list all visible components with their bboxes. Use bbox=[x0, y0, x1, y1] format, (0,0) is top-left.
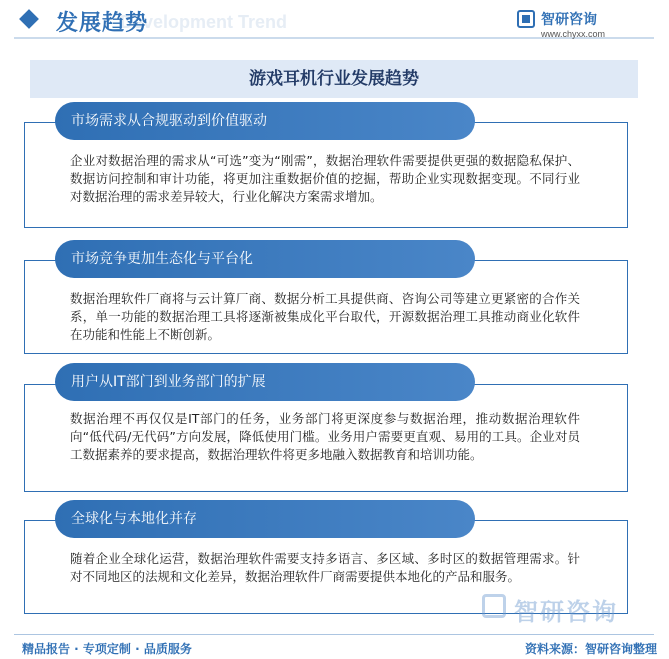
trend-card-1-text: 企业对数据治理的需求从“可选”变为“刚需”，数据治理软件需要提供更强的数据隐私保护、数据访问控制和审计功能，将更加注重数据价值的挖掘，帮助企业实现数据变现。不同行业对数据治理的需求差异较大，行业化解决方案需求增加。 bbox=[70, 153, 580, 204]
footer-slogan: 精品报告 · 专项定制 · 品质服务 bbox=[22, 642, 192, 656]
watermark-brand bbox=[482, 592, 662, 626]
footer bbox=[0, 634, 669, 659]
brand bbox=[517, 8, 647, 44]
watermark-logo-icon bbox=[482, 594, 506, 618]
trend-card-3-heading: 用户从IT部门到业务部门的扩展 bbox=[55, 363, 475, 401]
watermark-brand-name: 智研咨询 bbox=[514, 598, 618, 626]
section-title: 发展趋势 bbox=[56, 11, 149, 36]
brand-name: 智研咨询 bbox=[541, 12, 597, 28]
trend-card-2-heading: 市场竞争更加生态化与平台化 bbox=[55, 240, 475, 278]
brand-logo-icon bbox=[517, 10, 535, 28]
trend-card-1-heading: 市场需求从合规驱动到价值驱动 bbox=[55, 102, 475, 140]
section-subtitle: Development Trend bbox=[120, 12, 288, 32]
main-title: 游戏耳机行业发展趋势 bbox=[249, 69, 419, 89]
trend-card-3-text: 数据治理不再仅仅是IT部门的任务，业务部门将更深度参与数据治理，推动数据治理软件向“低代码/无代码”方向发展，降低使用门槛。业务用户需要更直观、易用的工具。企业对员工数据素养的要求提高，数据治理软件将更多地融入数据教育和培训功能。 bbox=[70, 411, 580, 462]
brand-url: www.chyxx.com bbox=[541, 29, 606, 39]
trend-card-2-text: 数据治理软件厂商将与云计算厂商、数据分析工具提供商、咨询公司等建立更紧密的合作关系，单一功能的数据治理工具将逐渐被集成化平台取代，开源数据治理工具推动商业化软件在功能和性能上不断创新。 bbox=[70, 291, 580, 342]
trend-card-4-heading: 全球化与本地化并存 bbox=[55, 500, 475, 538]
footer-divider bbox=[14, 634, 654, 635]
main-title-bar bbox=[30, 60, 638, 98]
trend-card-4-text: 随着企业全球化运营，数据治理软件需要支持多语言、多区域、多时区的数据管理需求。针对不同地区的法规和文化差异，数据治理软件厂商需要提供本地化的产品和服务。 bbox=[70, 551, 580, 584]
footer-source: 资料来源：智研咨询整理 bbox=[524, 642, 657, 656]
diamond-icon bbox=[19, 9, 39, 29]
header bbox=[0, 0, 669, 44]
